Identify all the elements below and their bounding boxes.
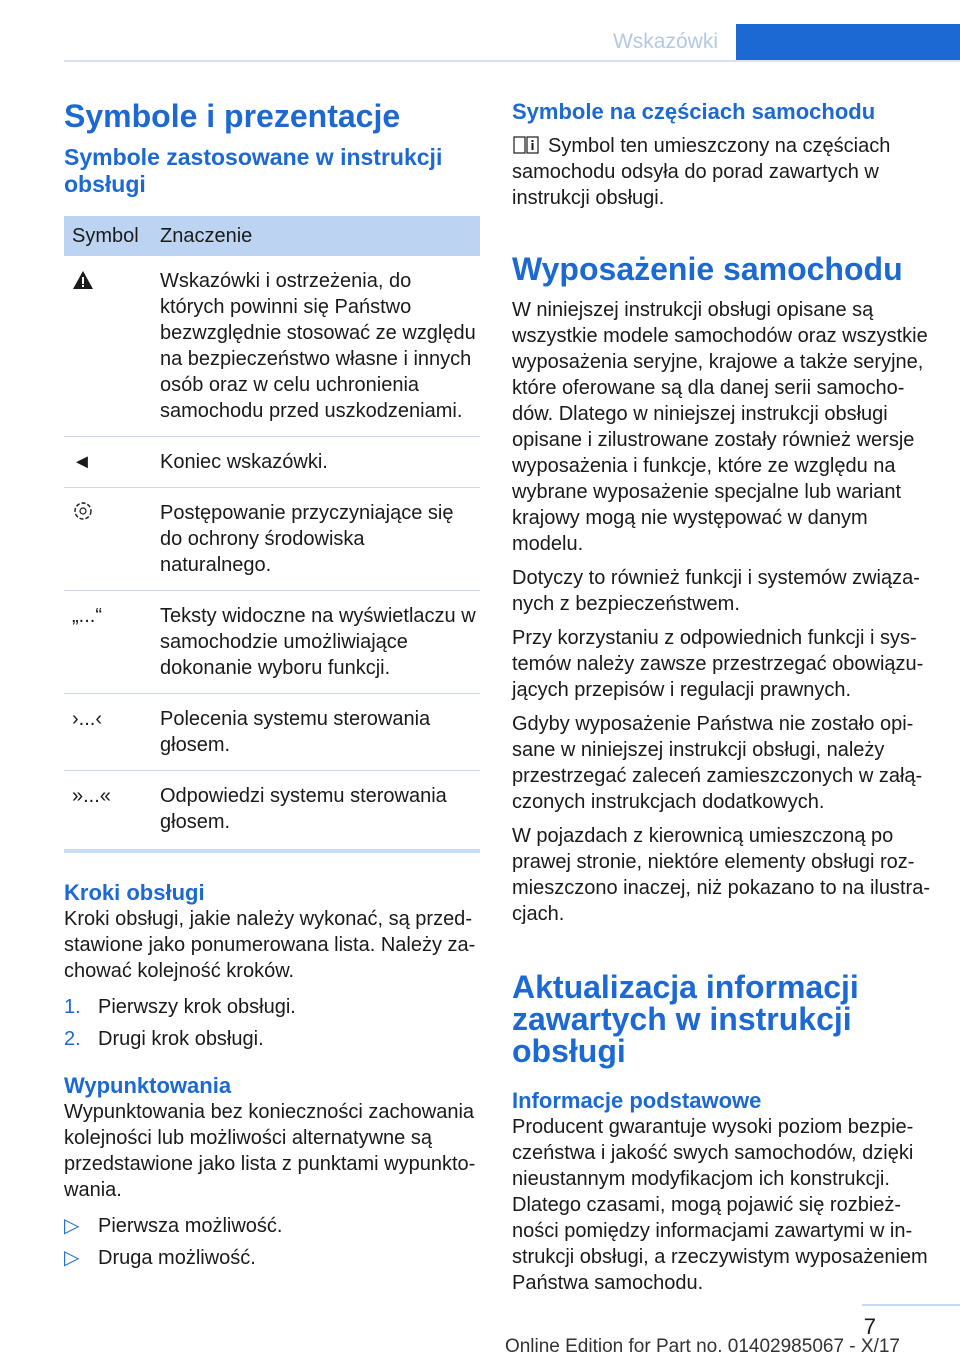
basic-info-text: Producent gwarantuje wysoki poziom bezpieczeństwa i jakość swych samochodów, dzięki nieustannym modyfikacjom ich konstrukcji. Dlatego czasami, mogą pojawić się rozbieżności pomiędzy informacjami zawartymi w instrukcji obsługi, a rzeczywistym wyposażeniem Państwa samochodu. — [512, 1116, 928, 1294]
list-item — [64, 1245, 480, 1271]
subsection-title-steps: Kroki obsługi — [64, 880, 205, 905]
list-number: 1. — [64, 996, 81, 1018]
table-cell-meaning: Koniec wskazówki. — [152, 437, 480, 488]
left-column — [64, 98, 480, 1271]
section-title-symbols: Symbole i prezentacje — [64, 98, 401, 134]
right-column — [512, 98, 930, 1296]
bullets-description: Wypunktowania bez konieczności zachowania kolejności lub możliwości alternatywne są przedstawione jako lista z punktami wypunktowania. — [64, 1101, 476, 1201]
bullet-list — [64, 1213, 480, 1271]
table-row — [64, 437, 480, 488]
table-cell-symbol — [64, 488, 152, 591]
bullet-triangle-icon: ▷ — [64, 1247, 80, 1269]
subsection-title-bullets: Wypunktowania — [64, 1073, 232, 1098]
edition-note: Online Edition for Part no. 01402985067 - X/17 — [504, 1336, 900, 1357]
book-icon — [512, 135, 540, 155]
list-item-text: Druga możliwość. — [98, 1247, 256, 1269]
running-header-title: Wskazówki — [612, 30, 718, 53]
table-cell-symbol: ›...‹ — [64, 694, 152, 771]
symbols-table — [64, 216, 480, 849]
subsection-title-symbols-used: Symbole zastosowane w instrukcji obsługi — [64, 144, 443, 197]
equipment-paragraph: Przy korzystaniu z odpowiednich funkcji i systemów należy zawsze przestrzegać obowiązujących przepisów i regulacji prawnych. — [512, 627, 924, 701]
numbered-list — [64, 994, 480, 1052]
list-item — [64, 1026, 480, 1052]
equipment-paragraph: W pojazdach z kierownicą umieszczoną po prawej stronie, niektóre elementy obsługi rozmieszczono inaczej, niż pokazano to na ilustracjach. — [512, 825, 930, 925]
list-item — [64, 1213, 480, 1239]
subsection-title-basic-info: Informacje podstawowe — [512, 1088, 762, 1113]
table-cell-symbol: »...« — [72, 785, 111, 807]
page-number: 7 — [863, 1314, 876, 1339]
header-rule — [64, 60, 960, 62]
section-title-manual-update: Aktualizacja informacji zawartych w instrukcji obsługi — [512, 969, 859, 1069]
table-cell-symbol — [64, 256, 152, 437]
table-cell-meaning: Teksty widoczne na wyświetlaczu w samochodzie umożliwiające dokonanie wyboru funkcji. — [152, 591, 480, 694]
table-cell-symbol: „...“ — [64, 591, 152, 694]
subsection-title-vehicle-symbols: Symbole na częściach samochodu — [512, 99, 876, 124]
section-title-equipment: Wyposażenie samochodu — [512, 251, 903, 287]
equipment-paragraph: W niniejszej instrukcji obsługi opisane są wszystkie modele samochodów oraz wszystkie wyposażenia seryjne, krajowe a także seryjne, które oferowane są dla danej serii samochodów. Dlatego w niniejszej instrukcji obsługi opisane i zilustrowane zostały również wersje wyposażenia i funkcje, które ze względu na wybrane wyposażenie specjalne lub wariant krajowy mogą nie występować w danym modelu. — [512, 299, 928, 555]
vehicle-symbols-text: Symbol ten umieszczony na częściach samochodu odsyła do porad zawartych w instrukcji obsługi. — [512, 135, 891, 209]
warning-triangle-icon — [72, 270, 94, 290]
equipment-paragraph: Gdyby wyposażenie Państwa nie zostało opisane w niniejszej instrukcji obsługi, należy przestrzegać zaleceń zamieszczonych w załączonych instrukcjach dodatkowych. — [512, 713, 923, 813]
table-row — [64, 488, 480, 591]
footer-rule — [862, 1304, 960, 1306]
header-accent-bar — [736, 24, 960, 62]
table-row — [64, 256, 480, 437]
table-row — [64, 694, 480, 771]
end-marker-icon: ◄ — [64, 437, 152, 488]
list-item-text: Pierwszy krok obsługi. — [98, 996, 296, 1018]
table-row — [64, 771, 480, 850]
table-cell-meaning: Polecenia systemu sterowania głosem. — [152, 694, 480, 771]
table-cell-meaning: Wskazówki i ostrzeżenia, do których powinni się Państwo bezwzględnie stosować ze względu na bezpieczeństwo własne i innych osób oraz w celu uchronienia samochodu przed uszkodzeniami. — [152, 256, 480, 437]
table-bottom-rule — [64, 849, 480, 853]
table-header-meaning: Znaczenie — [152, 216, 480, 256]
table-cell-meaning: Postępowanie przyczyniające się do ochrony środowiska naturalnego. — [152, 488, 480, 591]
vehicle-symbols-description — [512, 133, 930, 211]
list-item-text: Drugi krok obsługi. — [98, 1028, 264, 1050]
list-item-text: Pierwsza możliwość. — [98, 1215, 283, 1237]
table-cell-meaning: Odpowiedzi systemu sterowania głosem. — [160, 785, 447, 833]
bullet-triangle-icon: ▷ — [64, 1215, 80, 1237]
table-header-symbol: Symbol — [64, 216, 152, 256]
table-header-row — [64, 216, 480, 256]
table-row — [64, 591, 480, 694]
equipment-paragraph: Dotyczy to również funkcji i systemów związanych z bezpieczeństwem. — [512, 567, 920, 615]
list-item — [64, 994, 480, 1020]
steps-description: Kroki obsługi, jakie należy wykonać, są przedstawione jako ponumerowana lista. Należy zachować kolejność kroków. — [64, 908, 476, 982]
list-number: 2. — [64, 1028, 81, 1050]
environment-icon — [72, 500, 94, 522]
